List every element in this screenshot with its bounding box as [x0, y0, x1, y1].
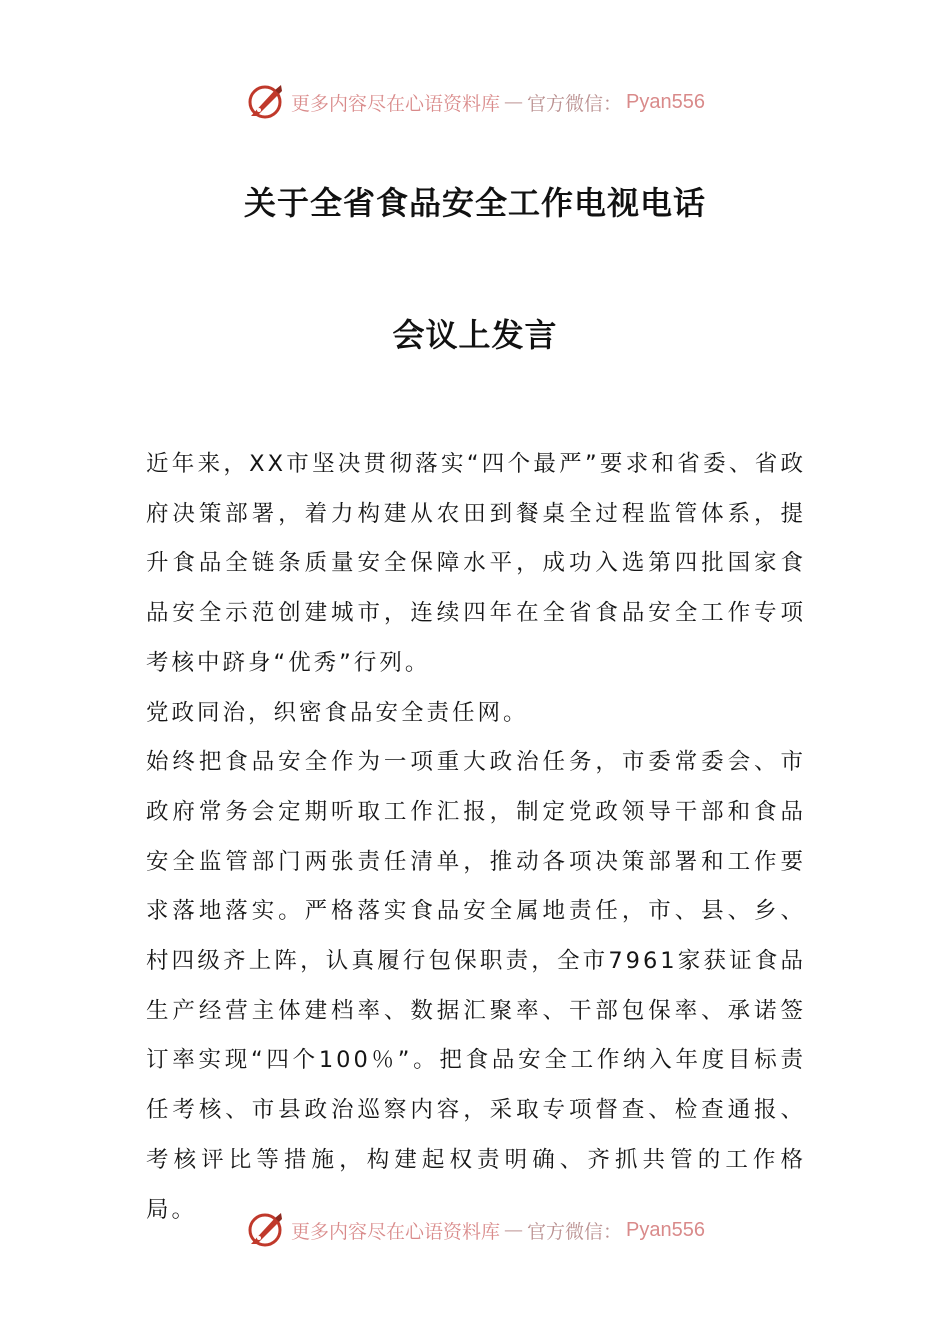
- banner-main-text: 更多内容尽在心语资料库: [291, 92, 501, 115]
- banner-main-text: 更多内容尽在心语资料库: [291, 1220, 501, 1243]
- paragraph-heading: 党政同治，织密食品安全责任网。: [146, 699, 529, 726]
- footer-watermark-banner: [0, 1208, 950, 1252]
- quill-pen-logo-icon: [245, 82, 285, 122]
- paragraph-responsibility: 始终把食品安全作为一项重大政治任务，市委常委会、市政府常务会定期听取工作汇报，制定党政领导干部和食品安全监管部门两张责任清单，推动各项决策部署和工作要求落地落实。严格落实食品安全属地责任，市、县、乡、村四级齐上阵，认真履行包保职责，全市7961家获证食品生产经营主体建档率、数据汇聚率、干部包保率、承诺签订率实现“四个100％”。把食品安全工作纳入年度目标责任考核、市县政治巡察内容，采取专项督查、检查通报、考核评比等措施，构建起权责明确、齐抓共管的工作格局。: [146, 749, 806, 1223]
- banner-wechat-id: Pyan556: [626, 1218, 705, 1241]
- document-title-line-2: 会议上发言: [392, 316, 558, 354]
- paragraph-intro: 近年来，XX市坚决贯彻落实“四个最严”要求和省委、省政府决策部署，着力构建从农田到餐桌全过程监管体系，提升食品全链条质量安全保障水平，成功入选第四批国家食品安全示范创建城市，连续四年在全省食品安全工作专项考核中跻身“优秀”行列。: [146, 451, 806, 676]
- document-body: [146, 440, 806, 1235]
- banner-dash: —: [504, 1219, 524, 1241]
- banner-wechat-label: 官方微信：: [527, 92, 623, 115]
- document-title-line-1: 关于全省食品安全工作电视电话: [243, 184, 706, 222]
- banner-wechat-label: 官方微信：: [527, 1220, 623, 1243]
- banner-wechat-id: Pyan556: [626, 90, 705, 113]
- banner-dash: —: [504, 91, 524, 113]
- quill-pen-logo-icon: [245, 1210, 285, 1250]
- header-watermark-banner: [0, 80, 950, 124]
